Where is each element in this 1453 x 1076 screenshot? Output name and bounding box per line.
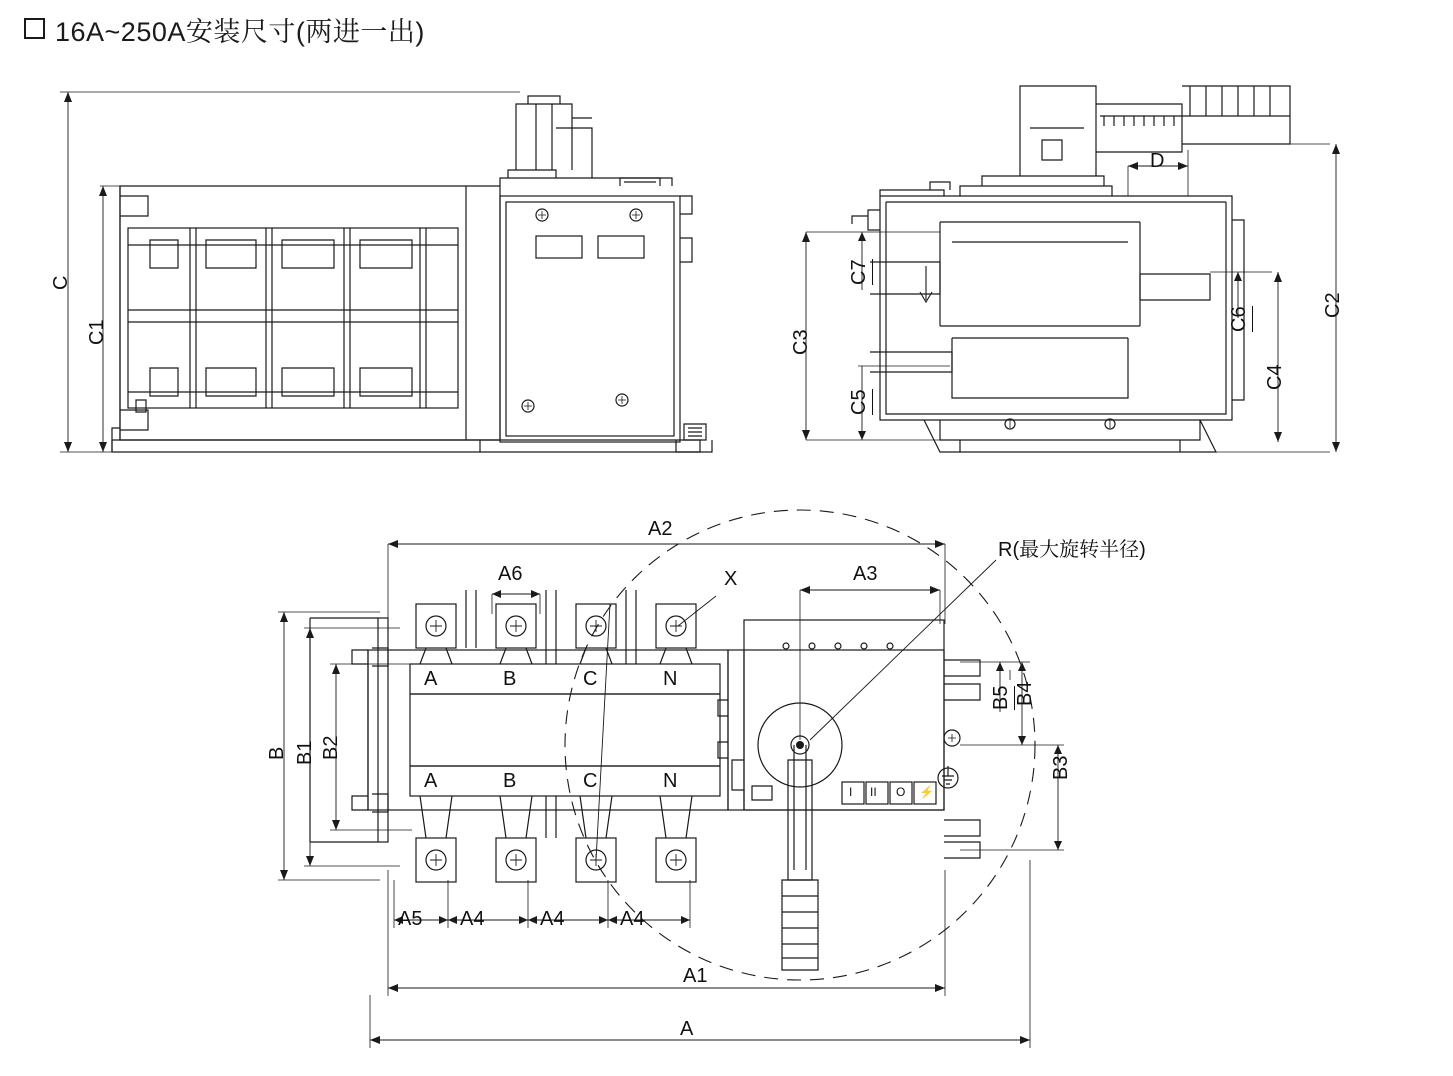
keypad-key-I[interactable]: I: [849, 785, 853, 799]
label-B3: B3: [1050, 755, 1072, 780]
label-A6: A6: [498, 563, 523, 585]
label-C4: C4: [1264, 364, 1286, 390]
pole-label-A-bottom: A: [424, 770, 438, 792]
pole-label-B-top: B: [503, 668, 517, 690]
pole-label-C-top: C: [583, 668, 598, 690]
label-C7: C7: [848, 259, 873, 285]
label-B: B: [266, 746, 288, 760]
label-C2: C2: [1322, 292, 1344, 318]
label-D: D: [1150, 150, 1165, 172]
label-A4-1: A4: [460, 908, 485, 930]
label-C6: C6: [1228, 306, 1253, 332]
front-view: [60, 92, 712, 452]
label-C5: C5: [848, 389, 873, 415]
label-A5: A5: [398, 908, 423, 930]
label-A4-2: A4: [540, 908, 565, 930]
pole-label-A-top: A: [424, 668, 438, 690]
keypad-key-test[interactable]: ⚡: [919, 785, 934, 799]
label-A3: A3: [853, 563, 878, 585]
label-B4: B4: [1014, 681, 1036, 706]
page-title-text: 16A~250A安装尺寸(两进一出): [55, 17, 425, 47]
label-B1: B1: [294, 740, 316, 765]
pole-label-N-bottom: N: [663, 770, 678, 792]
keypad-key-II[interactable]: II: [870, 785, 877, 799]
keypad-key-O[interactable]: O: [896, 785, 906, 799]
pole-label-C-bottom: C: [583, 770, 598, 792]
label-A1: A1: [683, 965, 708, 987]
label-B2: B2: [320, 735, 342, 760]
label-A: A: [680, 1018, 694, 1040]
label-C: C: [50, 275, 72, 290]
side-view: [802, 86, 1340, 452]
label-C1: C1: [86, 319, 108, 345]
pole-label-B-bottom: B: [503, 770, 517, 792]
label-A4-3: A4: [620, 908, 645, 930]
label-R: R(最大旋转半径): [998, 539, 1146, 561]
label-C3: C3: [790, 329, 812, 355]
pole-label-N-top: N: [663, 668, 678, 690]
label-A2: A2: [648, 518, 673, 540]
label-B5: B5: [990, 686, 1015, 710]
label-X: X: [724, 568, 738, 590]
